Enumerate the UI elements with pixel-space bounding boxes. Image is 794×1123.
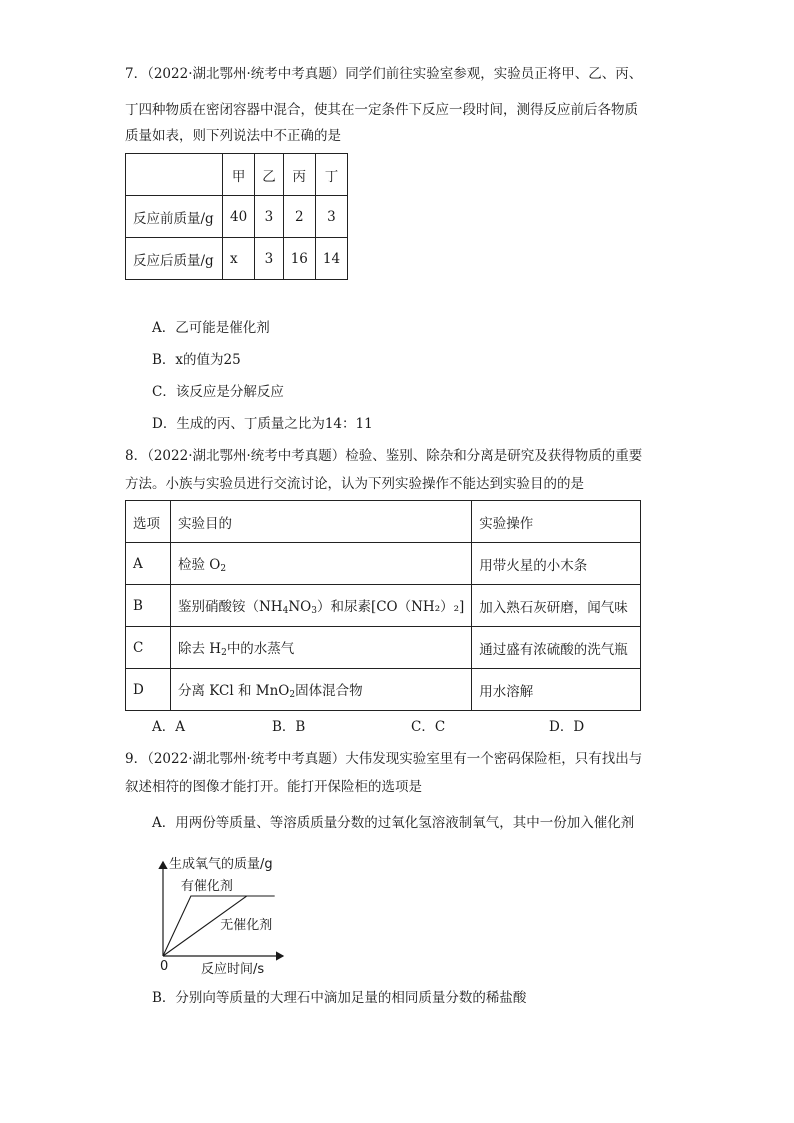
table-cell-goal: 检验 $O_2$ <box>171 543 472 585</box>
table-header: 乙 <box>255 154 284 196</box>
q8-experiment-table <box>125 500 641 711</box>
table-header: 实验操作 <box>472 501 641 543</box>
table-header: 实验目的 <box>171 501 472 543</box>
series-label-with-catalyst: 有催化剂 <box>180 879 233 894</box>
table-row <box>126 501 641 543</box>
q7-line-2: 丁四种物质在密闭容器中混合，使其在一定条件下反应一段时间，测得反应前后各物质 <box>125 102 638 118</box>
table-cell: 16 <box>283 238 315 280</box>
table-cell-option: A <box>126 543 171 585</box>
table-cell: x <box>223 238 255 280</box>
q7-line-3: 质量如表，则下列说法中不正确的是 <box>125 128 341 144</box>
table-header: 丁 <box>315 154 347 196</box>
table-row-label: 反应后质量/g <box>126 238 223 280</box>
q7-option-b: B．x的值为25 <box>152 352 241 368</box>
table-cell-goal: 鉴别硝酸铵$(NH_4NO_3)$和尿素[CO（NH₂）₂] <box>171 585 472 627</box>
table-cell-operation: 加入熟石灰研磨，闻气味 <box>472 585 641 627</box>
q7-mass-table <box>125 153 348 280</box>
table-cell: 14 <box>315 238 347 280</box>
oxygen-mass-chart <box>148 852 298 982</box>
q8-line-1: 8．（2022·湖北鄂州·统考中考真题）检验、鉴别、除杂和分离是研究及获得物质的重要 <box>125 448 643 464</box>
table-cell: 40 <box>223 196 255 238</box>
q9-option-a: A．用两份等质量、等溶质质量分数的过氧化氢溶液制氧气，其中一份加入催化剂 <box>152 815 635 831</box>
table-cell <box>126 154 223 196</box>
table-header: 选项 <box>126 501 171 543</box>
table-row <box>126 238 348 280</box>
table-cell: 3 <box>315 196 347 238</box>
table-row <box>126 543 641 585</box>
table-cell-goal: 除去 $H_2$中的水蒸气 <box>171 627 472 669</box>
table-cell: 2 <box>283 196 315 238</box>
q9-line-2: 叙述相符的图像才能打开。能打开保险柜的选项是 <box>125 779 422 795</box>
table-row <box>126 585 641 627</box>
table-row <box>126 627 641 669</box>
y-axis-label: 生成氧气的质量/g <box>169 857 273 872</box>
table-cell-option: C <box>126 627 171 669</box>
q8-choice-c: C．C <box>411 719 446 735</box>
origin-label: 0 <box>160 959 169 974</box>
q7-option-d: D．生成的丙、丁质量之比为14：11 <box>152 416 373 432</box>
x-axis-label: 反应时间/s <box>201 962 265 977</box>
q9-line-1: 9．（2022·湖北鄂州·统考中考真题）大伟发现实验室里有一个密码保险柜，只有找出与 <box>125 751 643 767</box>
table-cell-option: D <box>126 669 171 711</box>
q7-line-1: 7．（2022·湖北鄂州·统考中考真题）同学们前往实验室参观，实验员正将甲、乙、丙、 <box>125 66 643 82</box>
q8-choice-a: A．A <box>152 719 185 735</box>
table-row-label: 反应前质量/g <box>126 196 223 238</box>
table-row <box>126 196 348 238</box>
table-row <box>126 154 348 196</box>
q9-option-b: B．分别向等质量的大理石中滴加足量的相同质量分数的稀盐酸 <box>152 990 527 1006</box>
q8-choice-b: B．B <box>272 719 306 735</box>
table-cell: 3 <box>255 196 284 238</box>
table-cell-operation: 用水溶解 <box>472 669 641 711</box>
q8-choice-d: D．D <box>549 719 585 735</box>
table-cell-goal: 分离 KCl 和 MnO$_2$固体混合物 <box>171 669 472 711</box>
table-cell-operation: 通过盛有浓硫酸的洗气瓶 <box>472 627 641 669</box>
q7-option-c: C．该反应是分解反应 <box>152 384 284 400</box>
series-label-without-catalyst: 无催化剂 <box>220 918 273 933</box>
table-cell-option: B <box>126 585 171 627</box>
q7-option-a: A．乙可能是催化剂 <box>152 320 270 336</box>
table-header: 甲 <box>223 154 255 196</box>
table-cell: 3 <box>255 238 284 280</box>
table-header: 丙 <box>283 154 315 196</box>
table-row <box>126 669 641 711</box>
table-cell-operation: 用带火星的小木条 <box>472 543 641 585</box>
q8-line-2: 方法。小族与实验员进行交流讨论，认为下列实验操作不能达到实验目的的是 <box>125 476 584 492</box>
